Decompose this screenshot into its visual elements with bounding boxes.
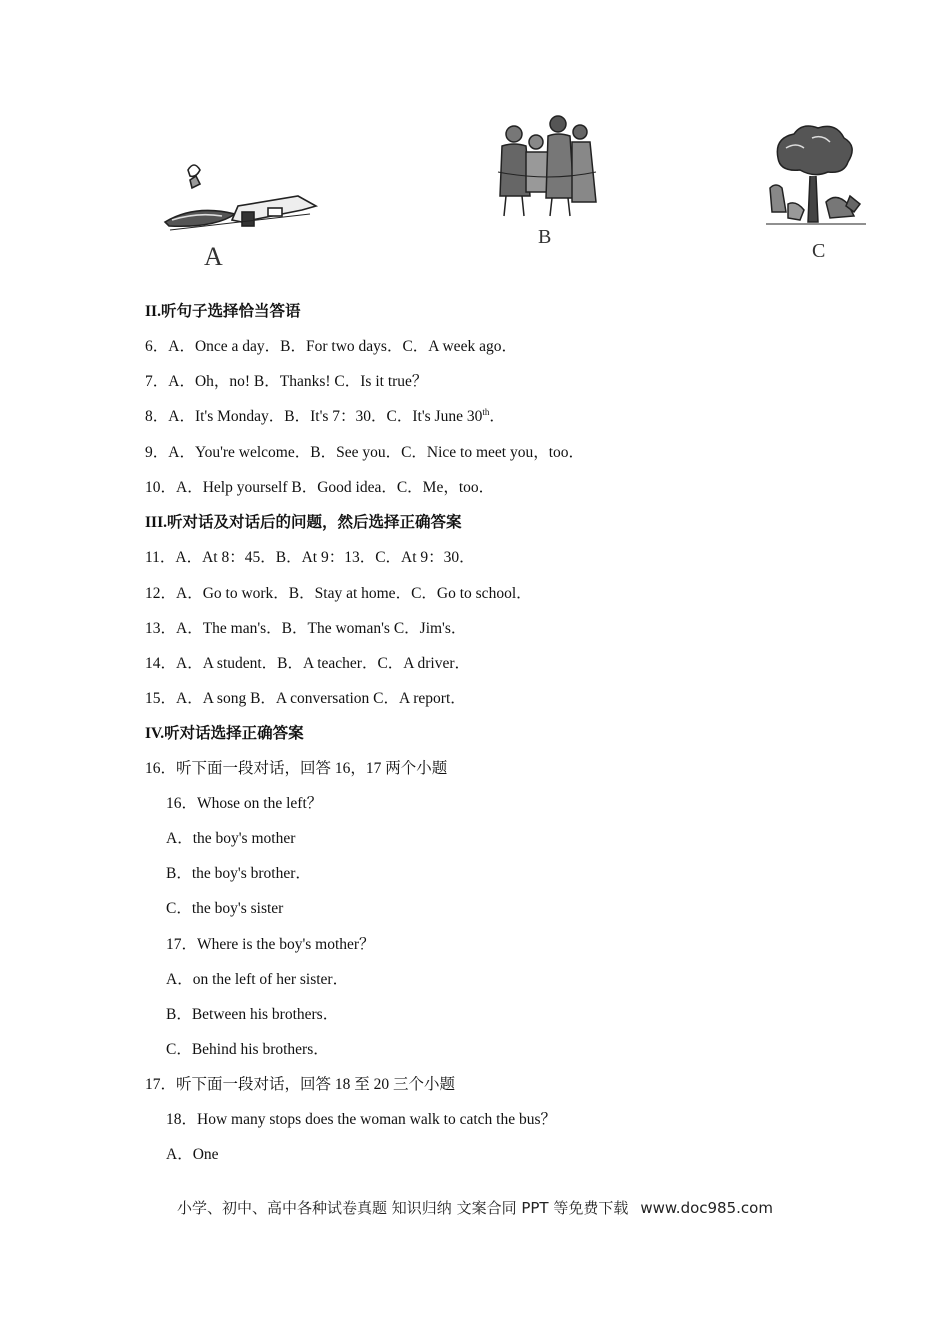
picture-b: [492, 112, 602, 248]
dialogue-intro-16: 16．听下面一段对话，回答 16，17 两个小题: [145, 760, 448, 777]
lake-house-sketch-icon: [160, 150, 325, 245]
tree-picnic-sketch-icon: [766, 124, 866, 234]
dialogue-intro-17: 17．听下面一段对话，回答 18 至 20 三个小题: [145, 1076, 456, 1093]
question-13: 13．A．The man's．B．The woman's C．Jim's．: [145, 620, 467, 637]
page-footer: [0, 1197, 950, 1218]
question-8: [145, 407, 505, 427]
picture-b-label: B: [538, 226, 552, 248]
picture-a-label: A: [204, 242, 223, 271]
question-18: 18．How many stops does the woman walk to catch the bus？: [166, 1111, 557, 1128]
question-17: 17．Where is the boy's mother？: [166, 936, 375, 953]
question-18-option-a: A．One: [166, 1146, 219, 1163]
question-7: 7．A．Oh，no! B．Thanks! C．Is it true？: [145, 373, 428, 390]
picture-a: [160, 150, 325, 271]
question-8-superscript: th: [482, 406, 490, 417]
question-10: 10．A．Help yourself B．Good idea．C．Me，too．: [145, 479, 495, 496]
family-group-sketch-icon: [492, 112, 602, 224]
question-16-option-b: B．the boy's brother．: [166, 865, 311, 882]
question-16: 16．Whose on the left？: [166, 795, 323, 812]
footer-site-link[interactable]: www.doc985.com: [640, 1199, 773, 1217]
section-2-heading: II.听句子选择恰当答语: [145, 303, 301, 320]
section-4-heading: IV.听对话选择正确答案: [145, 725, 304, 742]
question-17-option-b: B．Between his brothers．: [166, 1006, 339, 1023]
question-9: 9．A．You're welcome．B．See you．C．Nice to meet you，too．: [145, 444, 585, 461]
question-17-option-a: A．on the left of her sister．: [166, 971, 349, 988]
picture-c: [766, 124, 866, 262]
question-8-end: ．: [489, 408, 505, 425]
question-6: 6．A．Once a day．B．For two days．C．A week ago．: [145, 338, 517, 355]
picture-c-label: C: [812, 240, 826, 262]
question-16-option-c: C．the boy's sister: [166, 900, 284, 917]
question-16-option-a: A．the boy's mother: [166, 830, 296, 847]
footer-text: 小学、初中、高中各种试卷真题 知识归纳 文案合同 PPT 等免费下载: [177, 1199, 629, 1217]
question-8-text: 8．A．It's Monday．B．It's 7：30．C．It's June 30: [145, 408, 483, 425]
question-15: 15．A．A song B．A conversation C．A report．: [145, 690, 466, 707]
section-3-heading: III.听对话及对话后的问题，然后选择正确答案: [145, 514, 462, 531]
question-11: 11．A．At 8：45．B．At 9：13．C．At 9：30．: [145, 549, 475, 566]
question-17-option-c: C．Behind his brothers．: [166, 1041, 329, 1058]
question-12: 12．A．Go to work．B．Stay at home．C．Go to school．: [145, 585, 532, 602]
question-14: 14．A．A student．B．A teacher．C．A driver．: [145, 655, 471, 672]
